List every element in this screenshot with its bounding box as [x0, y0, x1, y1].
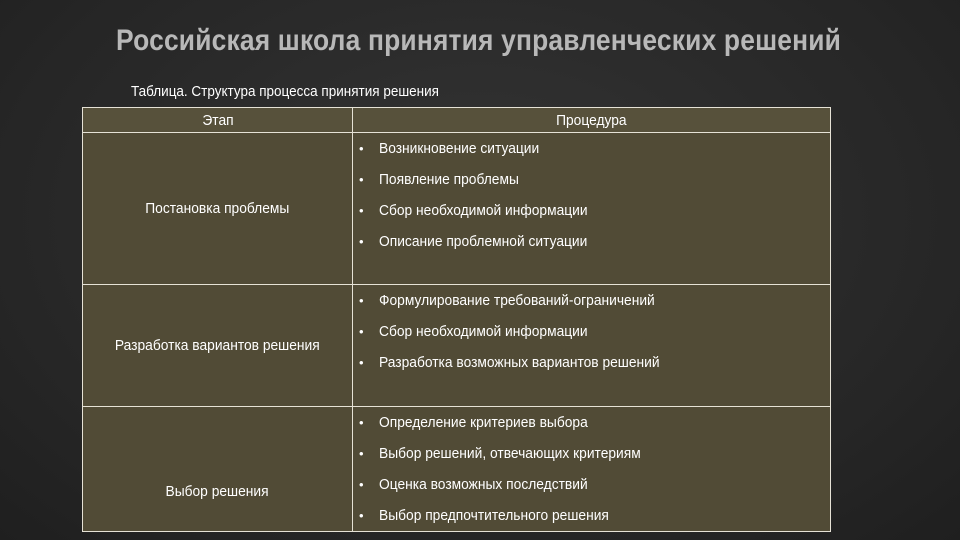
table-row	[83, 407, 831, 532]
header-stage: Этап	[83, 108, 353, 133]
header-procedure: Процедура	[353, 108, 831, 133]
procedure-cell	[353, 407, 831, 532]
bullet-icon: •	[359, 324, 364, 339]
list-item: • Определение критериев выбора	[353, 407, 830, 438]
procedure-list	[353, 133, 830, 257]
list-item: • Выбор предпочтительного решения	[353, 500, 830, 531]
bullet-icon: •	[359, 234, 364, 249]
bullet-icon: •	[359, 141, 364, 156]
process-structure-table	[82, 107, 831, 532]
list-item: • Выбор решений, отвечающих критериям	[353, 438, 830, 469]
bullet-icon: •	[359, 293, 364, 308]
bullet-icon: •	[359, 415, 364, 430]
bullet-icon: •	[359, 355, 364, 370]
list-item: • Формулирование требований-ограничений	[353, 285, 830, 316]
bullet-icon: •	[359, 203, 364, 218]
bullet-icon: •	[359, 508, 364, 523]
list-item: • Появление проблемы	[353, 164, 830, 195]
stage-cell	[83, 407, 353, 532]
bullet-icon: •	[359, 172, 364, 187]
list-item: • Описание проблемной ситуации	[353, 226, 830, 257]
procedure-cell	[353, 133, 831, 285]
list-item: • Разработка возможных вариантов решений	[353, 347, 830, 378]
stage-cell	[83, 285, 353, 407]
table-caption: Таблица. Структура процесса принятия решения	[131, 83, 439, 100]
table-header-row	[83, 108, 831, 133]
table-row	[83, 285, 831, 407]
slide-title: Российская школа принятия управленческих решений	[116, 24, 842, 57]
stage-cell	[83, 133, 353, 285]
procedure-list	[353, 285, 830, 378]
bullet-icon: •	[359, 477, 364, 492]
procedure-list	[353, 407, 830, 531]
stage-label: Разработка вариантов решения	[115, 337, 320, 354]
list-item: • Возникновение ситуации	[353, 133, 830, 164]
list-item: • Оценка возможных последствий	[353, 469, 830, 500]
bullet-icon: •	[359, 446, 364, 461]
list-item: • Сбор необходимой информации	[353, 316, 830, 347]
table-row	[83, 133, 831, 285]
procedure-cell	[353, 285, 831, 407]
list-item: • Сбор необходимой информации	[353, 195, 830, 226]
stage-label: Выбор решения	[165, 482, 270, 500]
stage-label: Постановка проблемы	[145, 200, 290, 217]
